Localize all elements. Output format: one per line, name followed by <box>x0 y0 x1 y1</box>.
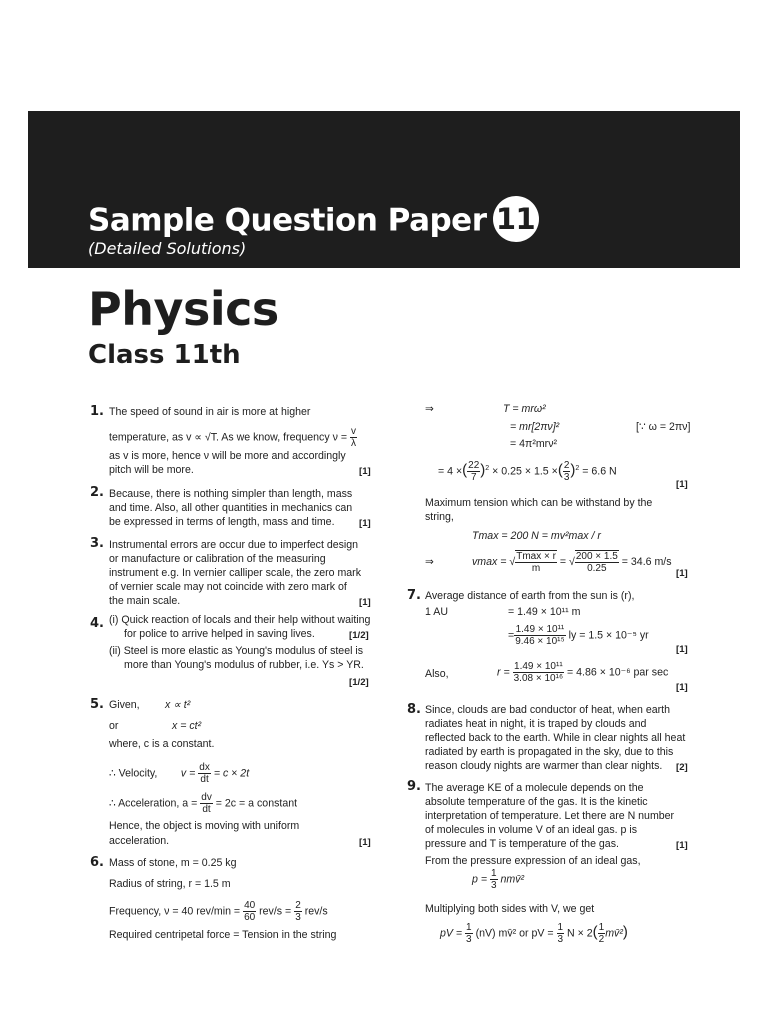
answer-text: Given, <box>109 699 140 711</box>
answer-text: temperature, as v ∝ √T. As we know, frequency ν = $\frac{v}{\lambda}$ <box>109 426 356 449</box>
answer-text: Mass of stone, m = 0.25 kg <box>109 857 237 869</box>
equation: vmax = √ $\frac{Tmax \times r}{m}$ = √ $\frac{200 \times 1.5}{0.25}$ = 34.6 m/s <box>472 551 672 574</box>
marks-label: [2] <box>676 762 688 773</box>
answer-text: Average distance of earth from the sun is (r), <box>425 590 635 602</box>
equation: Tmax = 200 N = mv²max / r <box>472 530 601 542</box>
equation: pV = $\frac{1}{3}$ (nV) mv̄² or pV = $\frac{1}{3}$ N × 2( $\frac{1}{2}$ mv̄²) <box>440 922 628 945</box>
fraction: $\frac{22}{7}$ <box>468 460 480 483</box>
equation: = mr[2πν]² <box>510 421 560 433</box>
equation: x = ct² <box>172 720 202 732</box>
answer-text: reflected back to the earth. While in clear nights all heat <box>425 732 686 744</box>
answer-text: as v is more, hence ν will be more and accordingly <box>109 450 346 462</box>
marks-label: [1] <box>676 568 688 579</box>
answer-text: pitch will be more. <box>109 464 194 476</box>
answer-text: ∴ Acceleration, a = $\frac{dv}{dt}$ = 2c = a constant <box>109 792 298 815</box>
answer-text: interpretation of temperature. Let there are N number <box>425 810 675 822</box>
equation: = $\frac{\text{1.49 × 10¹¹}}{\text{9.46 × 10¹⁵}}$ ly = 1.5 × 10⁻⁵ yr <box>508 624 649 647</box>
answer-text: more than Young's modulus of rubber, i.e. Ys > YR. <box>124 659 364 671</box>
answer-text: ∴ Velocity, v = $\frac{dx}{dt}$ = c × 2t <box>109 762 250 785</box>
answer-text: the main scale. <box>109 595 181 607</box>
answer-text: From the pressure expression of an ideal gas, <box>425 855 641 867</box>
answer-text: 1 AU <box>425 606 448 618</box>
question-number: 5. <box>90 697 104 712</box>
marks-label: [1] <box>359 466 371 477</box>
equation: = 4 ×( $\frac{22}{7}$ )$^2$ × 0.25 × 1.5 ×( $\frac{2}{3}$ )$^2$ = 6.6 N <box>438 460 617 483</box>
answer-text: Since, clouds are bad conductor of heat, when earth <box>425 704 670 716</box>
question-number: 4. <box>90 616 104 631</box>
paper-number-badge: 11 <box>493 196 539 242</box>
answer-text: The speed of sound in air is more at higher <box>109 406 311 418</box>
fraction: $\frac{\text{1.49 × 10¹¹}}{\text{3.08 × 10¹⁶}}$ <box>513 661 564 684</box>
marks-label: [1] <box>359 518 371 529</box>
answer-text: where, c is a constant. <box>109 738 215 750</box>
marks-label: [1] <box>676 840 688 851</box>
question-number: 3. <box>90 536 104 551</box>
answer-text: (ii) Steel is more elastic as Young's modulus of steel is <box>109 645 364 657</box>
marks-label: [1] <box>676 682 688 693</box>
answer-text: be expressed in terms of length, mass and time. <box>109 516 335 528</box>
equation: = 4π²mrν² <box>510 438 558 450</box>
answer-text: Instrumental errors are occur due to imperfect design <box>109 539 359 551</box>
fraction: $\frac{\text{1.49 × 10¹¹}}{\text{9.46 × 10¹⁵}}$ <box>515 624 565 647</box>
question-number: 9. <box>407 779 421 794</box>
answer-text: Because, there is nothing simpler than length, mass <box>109 488 353 500</box>
fraction: $\frac{1}{3}$ <box>466 922 472 945</box>
answer-text: pressure and T is temperature of the gas. <box>425 838 619 850</box>
answer-text: Frequency, ν = 40 rev/min = $\frac{40}{60}$ rev/s = $\frac{2}{3}$ rev/s <box>109 900 328 923</box>
arrow-symbol: ⇒ <box>425 556 434 568</box>
answer-text: Also, <box>425 668 449 680</box>
header-banner <box>28 111 740 268</box>
fraction: $\frac{40}{60}$ <box>244 900 256 923</box>
answer-text: Radius of string, r = 1.5 m <box>109 878 231 890</box>
answer-text: acceleration. <box>109 835 170 847</box>
answer-text: of vernier scale may not coincide with zero mark of <box>109 581 347 593</box>
equation: r = $\frac{\text{1.49 × 10¹¹}}{\text{3.08 × 10¹⁶}}$ = 4.86 × 10⁻⁶ par sec <box>497 661 669 684</box>
answer-text: Hence, the object is moving with uniform <box>109 820 300 832</box>
fraction: $\frac{200 \times 1.5}{0.25}$ <box>575 551 618 574</box>
answer-text: Maximum tension which can be withstand by the <box>425 497 653 509</box>
subject-title: Physics <box>88 282 279 336</box>
answer-text: (i) Quick reaction of locals and their help without waiting <box>109 614 371 626</box>
answer-text: reason cloudy nights are warmer than clear nights. <box>425 760 663 772</box>
fraction: $\frac{1}{3}$ <box>490 868 497 891</box>
marks-label: [1] <box>676 479 688 490</box>
answer-text: Required centripetal force = Tension in the string <box>109 929 337 941</box>
arrow-symbol: ⇒ <box>425 403 434 415</box>
answer-text: The average KE of a molecule depends on the <box>425 782 644 794</box>
answer-text: or manufacture or calibration of the measuring <box>109 553 326 565</box>
paper-title: Sample Question Paper 11 <box>88 199 539 245</box>
marks-label: [1] <box>359 837 371 848</box>
answer-text: instrument e.g. In vernier calliper scale, the zero mark <box>109 567 361 579</box>
marks-label: [1/2] <box>349 677 369 688</box>
fraction: $\frac{2}{3}$ <box>563 460 570 483</box>
fraction: $\frac{dv}{dt}$ <box>201 792 212 815</box>
equation: p = $\frac{1}{3}$ nmv̄² <box>472 868 525 891</box>
marks-label: [1] <box>676 644 688 655</box>
answer-text: Multiplying both sides with V, we get <box>425 903 595 915</box>
answer-text: string, <box>425 511 454 523</box>
equation-note: [∵ ω = 2πν] <box>636 421 691 433</box>
fraction: $\frac{2}{3}$ <box>295 900 301 923</box>
marks-label: [1] <box>359 597 371 608</box>
question-number: 7. <box>407 588 421 603</box>
equation: T = mrω² <box>503 403 546 415</box>
answer-text: radiates heat in night, it is traped by clouds and <box>425 718 647 730</box>
fraction: $\frac{1}{2}$ <box>598 922 605 945</box>
question-number: 1. <box>90 404 104 419</box>
answer-text: of molecules in volume V of an ideal gas. p is <box>425 824 637 836</box>
question-number: 8. <box>407 702 421 717</box>
answer-text: absolute temperature of the gas. It is the kinetic <box>425 796 648 808</box>
fraction: $\frac{v}{\lambda}$ <box>350 426 356 449</box>
answer-text: for police to arrive helped in saving lives. <box>124 628 315 640</box>
fraction: $\frac{dx}{dt}$ <box>199 762 210 785</box>
equation: = 1.49 × 10¹¹ m <box>508 606 581 618</box>
question-number: 6. <box>90 855 104 870</box>
answer-text: radiated by earth is propagated in the sky, due to this <box>425 746 674 758</box>
fraction: $\frac{Tmax \times r}{m}$ <box>516 551 556 574</box>
equation: x ∝ t² <box>165 699 191 711</box>
question-number: 2. <box>90 485 104 500</box>
answer-text: or <box>109 720 119 732</box>
fraction: $\frac{1}{3}$ <box>557 922 564 945</box>
marks-label: [1/2] <box>349 630 369 641</box>
answer-text: and time. Also, all other quantities in mechanics can <box>109 502 353 514</box>
paper-subtitle: (Detailed Solutions) <box>88 239 247 258</box>
class-title: Class 11th <box>88 340 241 370</box>
